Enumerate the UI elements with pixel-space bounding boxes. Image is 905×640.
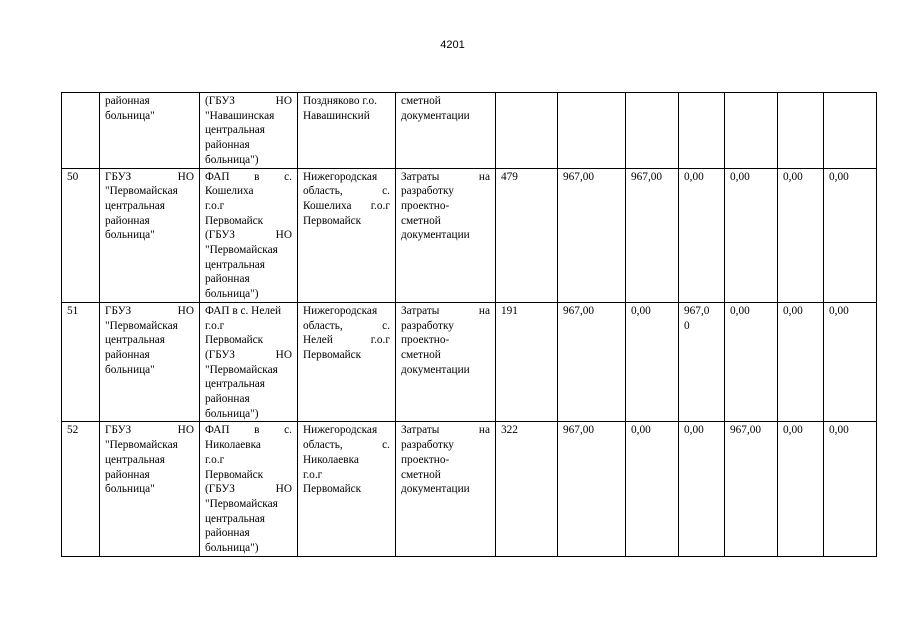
cell-line: сметной bbox=[401, 468, 441, 481]
object-cell bbox=[200, 302, 298, 422]
cell-line: Первомайск bbox=[205, 468, 264, 481]
object-cell bbox=[200, 422, 298, 556]
year5-cell: 0,00 bbox=[824, 302, 877, 422]
cell-line: больница" bbox=[105, 483, 155, 496]
cell-line: Первомайск bbox=[205, 334, 264, 347]
cell-line: Навашинский bbox=[303, 109, 370, 122]
cell-line: документации bbox=[401, 483, 470, 496]
year4-cell: 0,00 bbox=[778, 302, 824, 422]
cell-line: центральная bbox=[205, 258, 265, 271]
cell-line: ФАП в с. bbox=[205, 424, 292, 437]
object-cell bbox=[200, 168, 298, 302]
cost-type-cell bbox=[396, 422, 496, 556]
year3-cell: 0,00 bbox=[725, 168, 778, 302]
total-cell: 967,00 bbox=[558, 302, 626, 422]
year2-cell: 0,00 bbox=[679, 168, 725, 302]
amount-cell: 479 bbox=[496, 168, 558, 302]
cell-line: сметной bbox=[401, 348, 441, 361]
cell-line: "Первомайская bbox=[105, 185, 178, 198]
cell-line: "Первомайская bbox=[205, 363, 278, 376]
year2-cell bbox=[679, 302, 725, 422]
year5-cell: 0,00 bbox=[824, 422, 877, 556]
cell-line: разработку bbox=[401, 185, 454, 198]
cell-line: Поздняково г.о. bbox=[303, 95, 378, 107]
cell-line: Николаевка bbox=[205, 439, 261, 452]
cell-line: центральная bbox=[205, 378, 265, 391]
cell-line: сметной bbox=[401, 214, 441, 227]
cell-line: центральная bbox=[105, 199, 165, 212]
cell-line: "Первомайская bbox=[105, 439, 178, 452]
cell-line: область, с. bbox=[303, 185, 390, 198]
cell-line: Первомайск bbox=[303, 214, 362, 227]
address-cell bbox=[298, 422, 396, 556]
cell-line: районная bbox=[105, 468, 150, 481]
cell-line: центральная bbox=[105, 334, 165, 347]
total-cell bbox=[558, 93, 626, 169]
amount-cell: 191 bbox=[496, 302, 558, 422]
cell-line: Первомайск bbox=[205, 214, 264, 227]
year3-cell bbox=[725, 93, 778, 169]
cost-type-cell bbox=[396, 302, 496, 422]
row-number-cell bbox=[62, 93, 100, 169]
cell-line: "Первомайская bbox=[205, 244, 278, 257]
cell-line: центральная bbox=[205, 512, 265, 525]
year1-cell: 0,00 bbox=[626, 422, 679, 556]
cell-line: проектно- bbox=[401, 199, 450, 212]
cell-line: Кошелиха г.о.г bbox=[303, 199, 390, 212]
cell-line: больница" bbox=[105, 363, 155, 376]
cell-line: ФАП в с. bbox=[205, 170, 292, 183]
year2-cell: 0,00 bbox=[679, 422, 725, 556]
cell-line: г.о.г bbox=[205, 199, 225, 212]
cell-line: "Первомайская bbox=[205, 497, 278, 510]
table-row bbox=[62, 422, 877, 556]
year5-cell bbox=[824, 93, 877, 169]
table-row bbox=[62, 168, 877, 302]
cell-line: районная bbox=[105, 214, 150, 227]
cell-line: г.о.г bbox=[205, 453, 225, 466]
address-cell bbox=[298, 302, 396, 422]
year4-cell: 0,00 bbox=[778, 422, 824, 556]
cell-line: документации bbox=[401, 363, 470, 376]
recipient-cell bbox=[100, 93, 200, 169]
cell-line: районная bbox=[205, 273, 250, 286]
row-number-cell: 52 bbox=[62, 422, 100, 556]
cell-line: проектно- bbox=[401, 334, 450, 347]
cell-line: ГБУЗ НО bbox=[105, 304, 194, 317]
year3-cell: 967,00 bbox=[725, 422, 778, 556]
cell-line: Нижегородская bbox=[303, 304, 378, 317]
cell-line: 967,0 bbox=[684, 304, 710, 317]
cell-line: ФАП в с. Нелей bbox=[205, 304, 282, 317]
total-cell: 967,00 bbox=[558, 168, 626, 302]
cell-line: область, с. bbox=[303, 319, 390, 332]
cell-line: проектно- bbox=[401, 453, 450, 466]
cell-line: область, с. bbox=[303, 439, 390, 452]
cell-line: (ГБУЗ НО bbox=[205, 95, 292, 107]
cell-line: (ГБУЗ НО bbox=[205, 229, 292, 242]
cell-line: районная bbox=[105, 95, 150, 107]
cell-line: документации bbox=[401, 109, 470, 122]
object-cell bbox=[200, 93, 298, 169]
cell-line: больница") bbox=[205, 407, 259, 420]
amount-cell bbox=[496, 93, 558, 169]
cell-line: районная bbox=[205, 139, 250, 152]
cell-line: Первомайск bbox=[303, 348, 362, 361]
row-number-cell: 50 bbox=[62, 168, 100, 302]
address-cell bbox=[298, 93, 396, 169]
cell-line: районная bbox=[205, 393, 250, 406]
cell-line: Затраты на bbox=[401, 304, 490, 317]
row-number-cell: 51 bbox=[62, 302, 100, 422]
year4-cell bbox=[778, 93, 824, 169]
cell-line: больница") bbox=[205, 288, 259, 301]
year1-cell bbox=[626, 93, 679, 169]
year5-cell: 0,00 bbox=[824, 168, 877, 302]
cell-line: "Навашинская bbox=[205, 109, 275, 122]
cell-line: центральная bbox=[105, 453, 165, 466]
year4-cell: 0,00 bbox=[778, 168, 824, 302]
cell-line: г.о.г bbox=[303, 468, 323, 481]
recipient-cell bbox=[100, 302, 200, 422]
year1-cell: 0,00 bbox=[626, 302, 679, 422]
cell-line: центральная bbox=[205, 124, 265, 137]
cell-line: сметной bbox=[401, 95, 441, 107]
cell-line: ГБУЗ НО bbox=[105, 424, 194, 437]
cell-line: Николаевка bbox=[303, 453, 359, 466]
cell-line: 0 bbox=[684, 319, 690, 332]
cell-line: Нелей г.о.г bbox=[303, 334, 390, 347]
cell-line: больница" bbox=[105, 109, 155, 122]
cell-line: Нижегородская bbox=[303, 424, 378, 437]
cell-line: разработку bbox=[401, 439, 454, 452]
cell-line: Первомайск bbox=[303, 483, 362, 496]
address-cell bbox=[298, 168, 396, 302]
cell-line: Затраты на bbox=[401, 424, 490, 437]
year2-cell bbox=[679, 93, 725, 169]
table-row bbox=[62, 93, 877, 169]
cell-line: документации bbox=[401, 229, 470, 242]
amount-cell: 322 bbox=[496, 422, 558, 556]
cell-line: "Первомайская bbox=[105, 319, 178, 332]
cell-line: районная bbox=[105, 348, 150, 361]
cost-type-cell bbox=[396, 93, 496, 169]
cell-line: ГБУЗ НО bbox=[105, 170, 194, 183]
table-row bbox=[62, 302, 877, 422]
cell-line: Нижегородская bbox=[303, 170, 378, 183]
cell-line: г.о.г bbox=[205, 319, 225, 332]
cell-line: больница") bbox=[205, 542, 259, 555]
recipient-cell bbox=[100, 168, 200, 302]
cell-line: больница" bbox=[105, 229, 155, 242]
cell-line: Кошелиха bbox=[205, 185, 254, 198]
budget-table bbox=[61, 92, 877, 557]
page-number: 4201 bbox=[440, 39, 465, 51]
total-cell: 967,00 bbox=[558, 422, 626, 556]
recipient-cell bbox=[100, 422, 200, 556]
cell-line: разработку bbox=[401, 319, 454, 332]
cell-line: больница") bbox=[205, 153, 259, 166]
cell-line: (ГБУЗ НО bbox=[205, 348, 292, 361]
year3-cell: 0,00 bbox=[725, 302, 778, 422]
cost-type-cell bbox=[396, 168, 496, 302]
cell-line: районная bbox=[205, 527, 250, 540]
year1-cell: 967,00 bbox=[626, 168, 679, 302]
cell-line: (ГБУЗ НО bbox=[205, 483, 292, 496]
cell-line: Затраты на bbox=[401, 170, 490, 183]
